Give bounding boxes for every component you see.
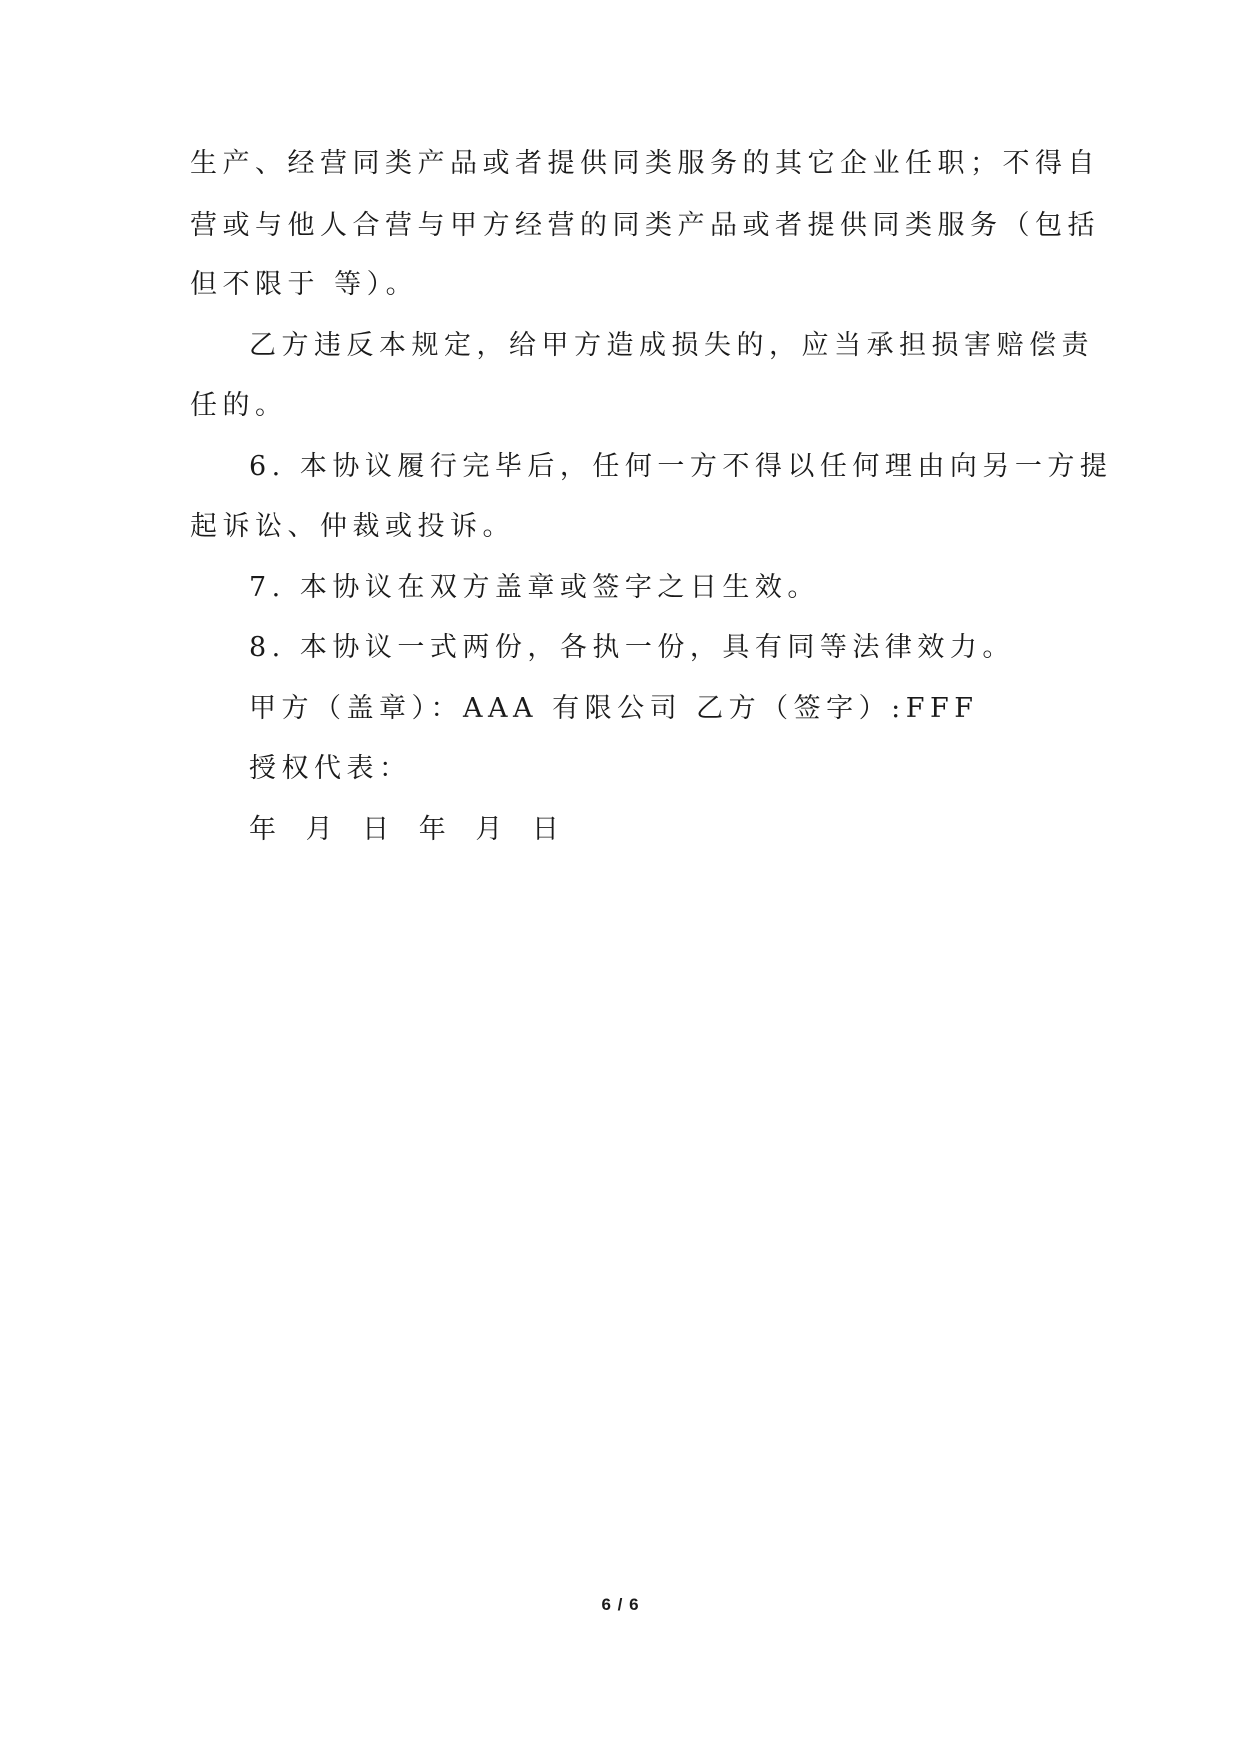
body-line: 乙方违反本规定，给甲方造成损失的，应当承担损害赔偿责 bbox=[249, 330, 1094, 361]
clause-6-line: 起诉讼、仲裁或投诉。 bbox=[190, 511, 515, 542]
body-line: 但不限于 等）。 bbox=[190, 269, 419, 300]
authorized-representative: 授权代表： bbox=[249, 753, 412, 784]
body-line: 生产、经营同类产品或者提供同类服务的其它企业任职；不得自 bbox=[190, 148, 1100, 179]
body-line: 任的。 bbox=[190, 390, 288, 421]
signature-parties: 甲方（盖章）：AAA 有限公司 乙方（签字）:FFF bbox=[249, 693, 979, 724]
body-line: 营或与他人合营与甲方经营的同类产品或者提供同类服务（包括 bbox=[190, 210, 1100, 241]
signature-date: 年 月 日 年 月 日 bbox=[249, 814, 565, 845]
page-number: 6 / 6 bbox=[601, 1595, 640, 1614]
clause-7-line: 7. 本协议在双方盖章或签字之日生效。 bbox=[249, 572, 820, 603]
clause-6-line: 6. 本协议履行完毕后，任何一方不得以任何理由向另一方提 bbox=[249, 451, 1113, 482]
clause-8-line: 8. 本协议一式两份，各执一份，具有同等法律效力。 bbox=[249, 632, 1015, 663]
